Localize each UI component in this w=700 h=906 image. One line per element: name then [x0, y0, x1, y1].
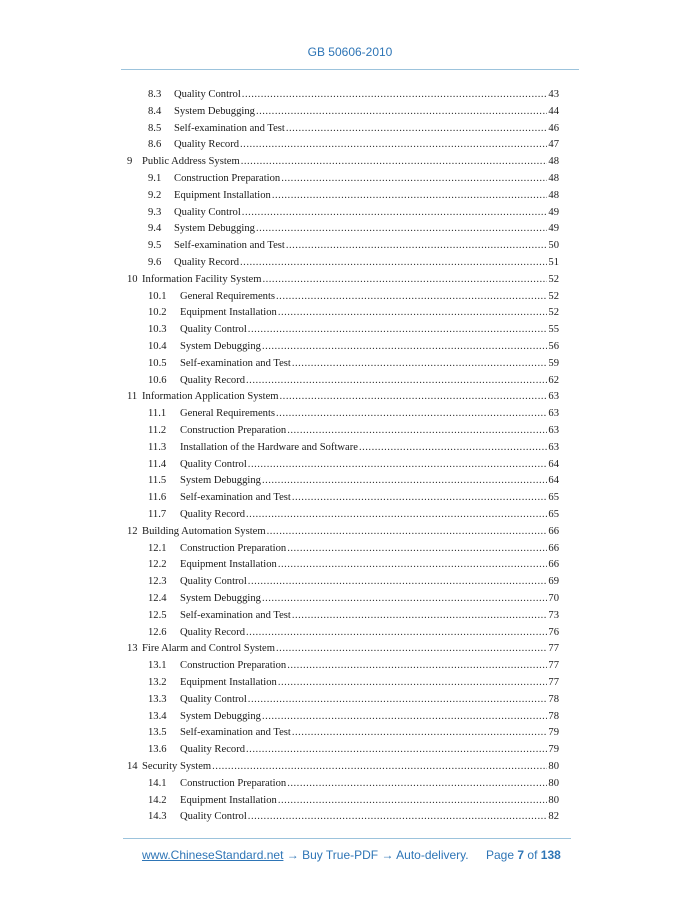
toc-entry-number: 11.3 — [148, 441, 167, 453]
dot-leader — [262, 341, 547, 352]
toc-entry-page-number: 47 — [548, 139, 559, 151]
toc-entry-page-number: 44 — [548, 105, 559, 117]
toc-entry-number: 11.1 — [148, 408, 167, 420]
toc-entry-page-number: 80 — [548, 761, 559, 772]
toc-entry-title: Quality Control — [180, 324, 247, 336]
toc-entry-number: 13.1 — [148, 660, 167, 672]
dot-leader — [292, 492, 548, 503]
toc-entry-number: 8.6 — [148, 139, 162, 151]
dot-leader — [262, 475, 547, 486]
toc-entry-number: 12 — [127, 525, 138, 537]
toc-entry-title: System Debugging — [180, 341, 261, 352]
dot-leader — [262, 274, 547, 285]
dot-leader — [278, 795, 548, 806]
dot-leader — [256, 223, 547, 234]
toc-entry-number: 9.3 — [148, 206, 162, 218]
toc-section-entry[interactable] — [148, 375, 559, 392]
toc-entry-title: Quality Control — [174, 89, 241, 100]
toc-section-entry[interactable] — [148, 106, 559, 123]
toc-entry-title: Self-examination and Test — [180, 609, 291, 621]
toc-entry-title: Quality Record — [180, 374, 246, 386]
toc-entry-number: 14 — [127, 761, 138, 772]
toc-entry-title: General Requirements — [180, 290, 276, 302]
toc-entry-number: 13.4 — [148, 710, 167, 722]
dot-leader — [287, 425, 547, 436]
toc-entry-number: 14.3 — [148, 811, 167, 823]
toc-section-entry[interactable] — [148, 425, 559, 442]
dot-leader — [278, 559, 548, 570]
toc-entry-title: Fire Alarm and Control System — [142, 643, 276, 655]
document-header-title: GB 50606-2010 — [307, 45, 393, 59]
current-page-number: 7 — [517, 848, 525, 862]
toc-section-entry[interactable] — [148, 139, 559, 156]
toc-entry-page-number: 77 — [548, 660, 559, 672]
toc-entry-title: Self-examination and Test — [174, 122, 285, 134]
toc-entry-page-number: 63 — [548, 425, 559, 436]
toc-entry-page-number: 43 — [548, 89, 559, 100]
dot-leader — [292, 727, 548, 738]
dot-leader — [248, 811, 548, 822]
toc-entry-number: 12.1 — [148, 542, 167, 554]
toc-section-entry[interactable] — [148, 492, 559, 509]
dot-leader — [240, 139, 547, 150]
toc-entry-title: Equipment Installation — [174, 189, 271, 201]
toc-section-entry[interactable] — [148, 795, 559, 812]
toc-section-entry[interactable] — [148, 459, 559, 476]
toc-entry-number: 11.2 — [148, 425, 167, 436]
toc-entry-page-number: 78 — [548, 693, 559, 705]
toc-entry-title: Quality Record — [174, 139, 240, 151]
toc-chapter-entry[interactable] — [127, 391, 559, 408]
toc-entry-page-number: 59 — [548, 357, 559, 369]
toc-entry-page-number: 50 — [548, 240, 559, 252]
toc-entry-page-number: 63 — [548, 391, 559, 403]
toc-entry-page-number: 48 — [548, 189, 559, 201]
footer-divider — [123, 838, 571, 839]
dot-leader — [281, 173, 547, 184]
toc-entry-title: Self-examination and Test — [180, 357, 291, 369]
dot-leader — [248, 324, 548, 335]
toc-entry-title: System Debugging — [174, 223, 255, 235]
toc-entry-number: 10.2 — [148, 307, 167, 319]
toc-entry-number: 9 — [127, 156, 133, 168]
toc-section-entry[interactable] — [148, 778, 559, 795]
toc-section-entry[interactable] — [148, 811, 559, 828]
toc-section-entry[interactable] — [148, 593, 559, 610]
dot-leader — [292, 610, 548, 621]
toc-entry-page-number: 55 — [548, 324, 559, 336]
dot-leader — [248, 576, 548, 587]
toc-section-entry[interactable] — [148, 475, 559, 492]
toc-entry-page-number: 64 — [548, 458, 559, 470]
toc-section-entry[interactable] — [148, 660, 559, 677]
dot-leader — [276, 408, 547, 419]
toc-section-entry[interactable] — [148, 207, 559, 224]
toc-entry-page-number: 48 — [548, 173, 559, 184]
toc-section-entry[interactable] — [148, 442, 559, 459]
of-label: of — [527, 848, 538, 862]
toc-entry-page-number: 56 — [548, 341, 559, 352]
toc-entry-title: Quality Control — [180, 811, 247, 823]
toc-entry-number: 8.3 — [148, 89, 162, 100]
toc-entry-page-number: 66 — [548, 542, 559, 554]
arrow-right-icon: → — [283, 848, 303, 862]
toc-entry-number: 8.4 — [148, 105, 162, 117]
dot-leader — [262, 593, 547, 604]
toc-entry-number: 12.6 — [148, 626, 167, 638]
toc-entry-number: 10.1 — [148, 290, 167, 302]
toc-entry-title: Building Automation System — [142, 525, 266, 537]
toc-entry-number: 11.7 — [148, 509, 167, 520]
toc-chapter-entry[interactable] — [127, 761, 559, 778]
toc-entry-page-number: 82 — [548, 811, 559, 823]
toc-entry-title: Quality Record — [174, 257, 240, 268]
toc-entry-title: Equipment Installation — [180, 307, 277, 319]
dot-leader — [272, 190, 548, 201]
toc-section-entry[interactable] — [148, 610, 559, 627]
toc-entry-number: 11.6 — [148, 492, 167, 504]
toc-entry-page-number: 65 — [548, 509, 559, 520]
dot-leader — [278, 677, 548, 688]
toc-entry-number: 13.5 — [148, 727, 167, 739]
toc-section-entry[interactable] — [148, 694, 559, 711]
page-label: Page — [486, 848, 515, 862]
toc-entry-title: Public Address System — [142, 156, 240, 168]
dot-leader — [287, 778, 547, 789]
toc-entry-page-number: 79 — [548, 744, 559, 756]
toc-entry-title: Construction Preparation — [180, 660, 287, 672]
toc-section-entry[interactable] — [148, 408, 559, 425]
dot-leader — [246, 509, 547, 520]
dot-leader — [292, 358, 548, 369]
arrow-right-icon: → — [378, 848, 397, 862]
toc-section-entry[interactable] — [148, 543, 559, 560]
toc-entry-page-number: 66 — [548, 525, 559, 537]
dot-leader — [359, 442, 547, 453]
toc-entry-page-number: 66 — [548, 559, 559, 571]
dot-leader — [287, 660, 547, 671]
toc-entry-title: Construction Preparation — [180, 425, 287, 436]
toc-section-entry[interactable] — [148, 727, 559, 744]
toc-entry-title: System Debugging — [180, 475, 261, 487]
toc-entry-number: 10.6 — [148, 374, 167, 386]
toc-section-entry[interactable] — [148, 341, 559, 358]
dot-leader — [248, 694, 548, 705]
toc-entry-title: System Debugging — [180, 710, 261, 722]
toc-entry-number: 14.1 — [148, 777, 167, 789]
toc-entry-title: Construction Preparation — [180, 542, 287, 554]
toc-entry-number: 8.5 — [148, 122, 162, 134]
toc-entry-title: Security System — [142, 761, 212, 772]
toc-entry-page-number: 70 — [548, 593, 559, 604]
toc-section-entry[interactable] — [148, 257, 559, 274]
toc-entry-number: 12.2 — [148, 559, 167, 571]
toc-entry-page-number: 52 — [548, 290, 559, 302]
total-page-count: 138 — [540, 848, 561, 862]
toc-entry-title: Quality Control — [174, 206, 241, 218]
toc-entry-number: 10.5 — [148, 357, 167, 369]
toc-entry-number: 13.2 — [148, 677, 167, 688]
toc-section-entry[interactable] — [148, 358, 559, 375]
toc-entry-page-number: 64 — [548, 475, 559, 487]
toc-entry-title: Quality Control — [180, 576, 247, 588]
toc-section-entry[interactable] — [148, 190, 559, 207]
toc-entry-title: Installation of the Hardware and Software — [180, 441, 358, 453]
dot-leader — [287, 543, 547, 554]
toc-section-entry[interactable] — [148, 89, 559, 106]
buy-pdf-text: Buy True-PDF — [302, 848, 379, 862]
dot-leader — [256, 106, 547, 117]
toc-entry-page-number: 62 — [548, 374, 559, 386]
toc-entry-title: Construction Preparation — [174, 173, 281, 184]
toc-entry-number: 13.6 — [148, 744, 167, 756]
toc-chapter-entry[interactable] — [127, 643, 559, 660]
toc-entry-title: System Debugging — [180, 593, 261, 604]
toc-section-entry[interactable] — [148, 240, 559, 257]
website-link[interactable]: www.ChineseStandard.net — [142, 848, 284, 862]
toc-entry-page-number: 73 — [548, 609, 559, 621]
toc-entry-page-number: 63 — [548, 441, 559, 453]
page-indicator — [486, 848, 561, 862]
toc-entry-page-number: 65 — [548, 492, 559, 504]
toc-entry-number: 12.4 — [148, 593, 167, 604]
toc-entry-number: 10 — [127, 273, 138, 285]
dot-leader — [286, 123, 548, 134]
toc-entry-page-number: 52 — [548, 273, 559, 285]
dot-leader — [240, 257, 547, 268]
toc-section-entry[interactable] — [148, 559, 559, 576]
toc-entry-title: General Requirements — [180, 408, 276, 420]
toc-chapter-entry[interactable] — [127, 526, 559, 543]
toc-entry-page-number: 80 — [548, 794, 559, 806]
dot-leader — [242, 207, 548, 218]
toc-entry-title: System Debugging — [174, 105, 255, 117]
toc-entry-title: Equipment Installation — [180, 794, 277, 806]
toc-entry-title: Information Facility System — [142, 273, 262, 285]
toc-entry-number: 13.3 — [148, 693, 167, 705]
toc-entry-page-number: 48 — [548, 156, 559, 168]
toc-entry-number: 9.6 — [148, 257, 162, 268]
toc-section-entry[interactable] — [148, 173, 559, 190]
toc-entry-number: 14.2 — [148, 794, 167, 806]
toc-entry-number: 9.1 — [148, 173, 162, 184]
toc-entry-title: Quality Record — [180, 626, 246, 638]
toc-entry-title: Equipment Installation — [180, 559, 277, 571]
toc-entry-page-number: 76 — [548, 626, 559, 638]
toc-entry-page-number: 77 — [548, 677, 559, 688]
dot-leader — [212, 761, 547, 772]
toc-entry-title: Construction Preparation — [180, 777, 287, 789]
dot-leader — [286, 240, 548, 251]
toc-entry-page-number: 52 — [548, 307, 559, 319]
toc-section-entry[interactable] — [148, 324, 559, 341]
toc-entry-number: 11 — [127, 391, 138, 403]
toc-section-entry[interactable] — [148, 744, 559, 761]
dot-leader — [276, 291, 547, 302]
toc-entry-page-number: 79 — [548, 727, 559, 739]
toc-entry-title: Quality Record — [180, 509, 246, 520]
dot-leader — [248, 459, 548, 470]
toc-entry-page-number: 77 — [548, 643, 559, 655]
toc-section-entry[interactable] — [148, 677, 559, 694]
toc-section-entry[interactable] — [148, 307, 559, 324]
dot-leader — [267, 526, 548, 537]
toc-section-entry[interactable] — [148, 291, 559, 308]
toc-section-entry[interactable] — [148, 223, 559, 240]
dot-leader — [262, 711, 547, 722]
toc-entry-title: Equipment Installation — [180, 677, 277, 688]
toc-entry-number: 13 — [127, 643, 138, 655]
dot-leader — [242, 89, 548, 100]
toc-entry-number: 12.3 — [148, 576, 167, 588]
toc-section-entry[interactable] — [148, 123, 559, 140]
toc-entry-title: Quality Control — [180, 693, 247, 705]
toc-entry-title: Self-examination and Test — [174, 240, 285, 252]
toc-entry-title: Self-examination and Test — [180, 492, 291, 504]
dot-leader — [278, 307, 548, 318]
auto-delivery-text: Auto-delivery. — [396, 848, 469, 862]
toc-entry-number: 9.5 — [148, 240, 162, 252]
toc-entry-number: 9.2 — [148, 189, 162, 201]
toc-entry-number: 11.5 — [148, 475, 167, 487]
dot-leader — [246, 744, 547, 755]
toc-entry-number: 9.4 — [148, 223, 162, 235]
toc-section-entry[interactable] — [148, 711, 559, 728]
toc-entry-title: Self-examination and Test — [180, 727, 291, 739]
dot-leader — [246, 627, 547, 638]
toc-entry-number: 11.4 — [148, 458, 167, 470]
toc-entry-title: Quality Record — [180, 744, 246, 756]
toc-entry-page-number: 69 — [548, 576, 559, 588]
toc-entry-page-number: 63 — [548, 408, 559, 420]
toc-entry-page-number: 80 — [548, 777, 559, 789]
toc-entry-page-number: 51 — [548, 257, 559, 268]
toc-entry-number: 10.4 — [148, 341, 167, 352]
toc-chapter-entry[interactable] — [127, 156, 559, 173]
dot-leader — [241, 156, 548, 167]
toc-entry-number: 10.3 — [148, 324, 167, 336]
dot-leader — [276, 643, 547, 654]
toc-entry-number: 12.5 — [148, 609, 167, 621]
header-divider — [121, 69, 579, 70]
toc-entry-title: Information Application System — [142, 391, 279, 403]
toc-section-entry[interactable] — [148, 627, 559, 644]
dot-leader — [246, 375, 547, 386]
toc-section-entry[interactable] — [148, 509, 559, 526]
toc-entry-page-number: 46 — [548, 122, 559, 134]
toc-entry-title: Quality Control — [180, 458, 247, 470]
toc-chapter-entry[interactable] — [127, 274, 559, 291]
toc-entry-page-number: 78 — [548, 710, 559, 722]
toc-entry-page-number: 49 — [548, 206, 559, 218]
toc-section-entry[interactable] — [148, 576, 559, 593]
dot-leader — [280, 391, 548, 402]
toc-entry-page-number: 49 — [548, 223, 559, 235]
footer-promo — [142, 848, 469, 862]
